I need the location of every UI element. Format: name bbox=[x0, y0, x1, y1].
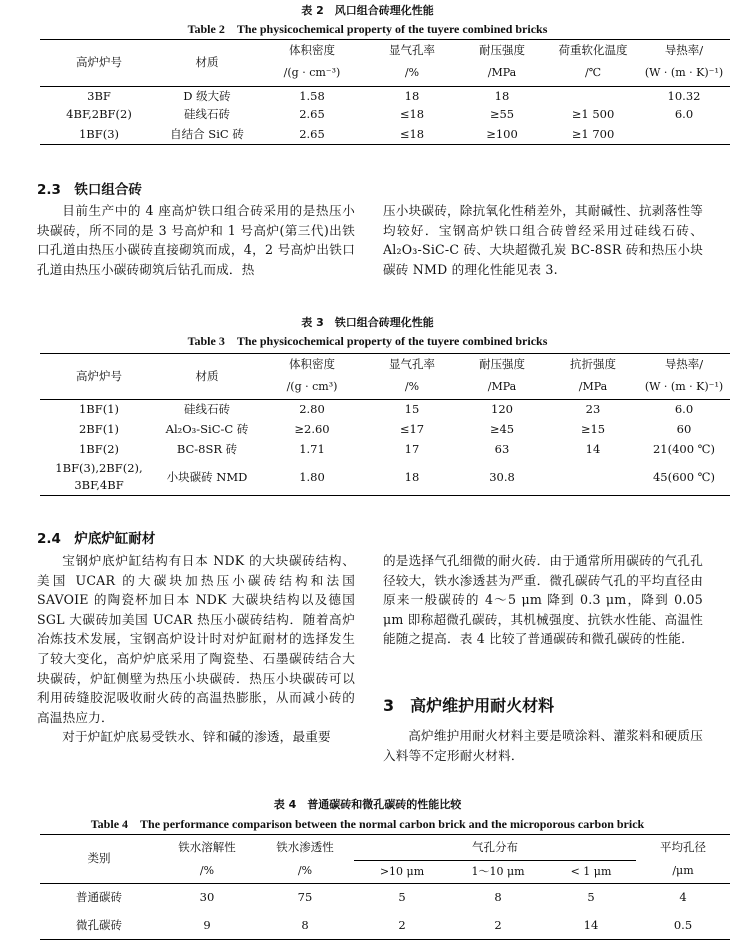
table-cell: 硅线石砖 bbox=[184, 402, 230, 417]
table-row bbox=[40, 87, 730, 106]
table-cell: BC-8SR 砖 bbox=[176, 441, 238, 456]
table-row bbox=[40, 420, 730, 440]
table2-header-strength: 耐压强度 bbox=[456, 40, 548, 62]
paragraph: 压小块碳砖，除抗氧化性稍差外，其耐碱性、抗剥落性等均较好．宝钢高炉铁口组合砖曾经采用过硅线石砖、Al₂O₃-SiC-C 砖、大块超微孔炭 BC-8SR 砖和热压小块碳砖 NMD 的理化性能见表 3. bbox=[383, 203, 703, 277]
table-cell: D 级大砖 bbox=[183, 88, 231, 103]
section-2-4-left-column bbox=[37, 551, 355, 747]
table-row bbox=[40, 106, 730, 125]
table2-unit-porosity: /% bbox=[368, 62, 456, 87]
table-cell: 120 bbox=[491, 402, 513, 417]
table-cell: 30 bbox=[199, 890, 215, 905]
table-cell: 17 bbox=[404, 441, 420, 456]
table-cell: 18 bbox=[404, 88, 420, 103]
table-cell: ≥55 bbox=[489, 107, 515, 122]
table2-caption-cn: 表 2 风口组合砖理化性能 bbox=[301, 4, 434, 17]
table-cell: 小块碳砖 NMD bbox=[158, 460, 256, 496]
table-cell: 30.8 bbox=[456, 460, 548, 496]
table-cell: ≥45 bbox=[489, 421, 515, 436]
paragraph: 的是选择气孔细微的耐火砖．由于通常所用碳砖的气孔孔径较大，铁水渗透甚为严重．微孔碳砖气孔的平均直径由原来一般碳砖的 4～5 μm 降到 0.3 μm，降到 0.05 μm 即称超微孔碳砖，其机械强度、抗铁水性能、高温性能随之提高．表 4 比较了普通碳砖和微孔碳砖的性能． bbox=[383, 553, 703, 647]
table-cell: 4BF,2BF(2) bbox=[66, 107, 132, 122]
table-cell: 硅线石砖 bbox=[184, 107, 230, 122]
table-row bbox=[40, 460, 730, 496]
table-cell: 10.32 bbox=[667, 88, 701, 103]
table-cell: ≤18 bbox=[368, 125, 456, 145]
section-2-3-right-column bbox=[383, 201, 703, 279]
table-cell: 2.65 bbox=[256, 125, 368, 145]
table-cell: 1.80 bbox=[256, 460, 368, 496]
section-2-4-title: 2.4 炉底炉缸耐材 bbox=[37, 531, 156, 547]
table4 bbox=[40, 834, 730, 940]
table-cell: ≤18 bbox=[399, 107, 425, 122]
table4-header-solubility: 铁水溶解性 bbox=[158, 835, 256, 861]
paragraph: 对于炉缸炉底易受铁水、锌和碱的渗透，最重要 bbox=[62, 729, 331, 745]
table-cell: 2BF(1) bbox=[78, 421, 120, 436]
table3 bbox=[40, 353, 730, 496]
table-cell: 2 bbox=[354, 912, 450, 940]
table-cell: 6.0 bbox=[674, 402, 694, 417]
table-cell: 45(600 ℃) bbox=[638, 460, 730, 496]
table-cell: 8 bbox=[494, 890, 502, 905]
table-cell: 普通碳砖 bbox=[76, 890, 122, 905]
table4-pore-1-10: 1～10 μm bbox=[450, 861, 546, 884]
table-cell: 自结合 SiC 砖 bbox=[158, 125, 256, 145]
table-row bbox=[40, 125, 730, 145]
table-cell: 1BF(1) bbox=[78, 402, 120, 417]
table4-caption-cn: 表 4 普通碳砖和微孔碳砖的性能比较 bbox=[273, 798, 462, 811]
table2-unit-conductivity: (W · (m · K)⁻¹) bbox=[638, 62, 730, 87]
furnace-line-1: 1BF(3),2BF(2), bbox=[55, 461, 143, 476]
table-cell: 18 bbox=[368, 460, 456, 496]
table-cell: 14 bbox=[546, 912, 636, 940]
table-row bbox=[40, 400, 730, 420]
table-cell bbox=[548, 460, 638, 496]
section-2-3-left-column bbox=[37, 201, 355, 279]
table-cell: Al₂O₃-SiC-C 砖 bbox=[165, 421, 249, 436]
table-cell: 4 bbox=[679, 890, 687, 905]
table3-header-flexural: 抗折强度 bbox=[548, 354, 638, 376]
table3-caption-cn: 表 3 铁口组合砖理化性能 bbox=[301, 316, 434, 329]
table-cell: 1BF(3) bbox=[40, 125, 158, 145]
table3-header-strength: 耐压强度 bbox=[456, 354, 548, 376]
section-2-3-title: 2.3 铁口组合砖 bbox=[37, 182, 142, 198]
table2-header-porosity: 显气孔率 bbox=[368, 40, 456, 62]
table2-caption-en: Table 2 The physicochemical property of the tuyere combined bricks bbox=[187, 22, 548, 36]
table3-header-furnace: 高炉炉号 bbox=[40, 354, 158, 400]
table-cell: 60 bbox=[676, 421, 692, 436]
table2-unit-strength: /MPa bbox=[456, 62, 548, 87]
table2-unit-softening: /℃ bbox=[548, 62, 638, 87]
table-cell: 6.0 bbox=[674, 107, 694, 122]
table-row bbox=[40, 884, 730, 912]
table3-caption-en: Table 3 The physicochemical property of the tuyere combined bricks bbox=[187, 334, 548, 348]
table-cell: 2 bbox=[450, 912, 546, 940]
table3-header-material: 材质 bbox=[158, 354, 256, 400]
table4-header-penetration: 铁水渗透性 bbox=[256, 835, 354, 861]
table-row bbox=[40, 912, 730, 940]
table-cell: 14 bbox=[585, 441, 601, 456]
table-cell: ≥1 500 bbox=[571, 107, 615, 122]
table3-unit-porosity: /% bbox=[368, 376, 456, 400]
table4-unit-solubility: /% bbox=[158, 861, 256, 884]
table2-header-furnace: 高炉炉号 bbox=[40, 40, 158, 87]
table-cell: ≥2.60 bbox=[294, 421, 330, 436]
table-cell bbox=[638, 125, 730, 145]
table-cell: 23 bbox=[585, 402, 601, 417]
table-cell: 微孔碳砖 bbox=[40, 912, 158, 940]
table2-header-softening: 荷重软化温度 bbox=[548, 40, 638, 62]
table-cell: 1.58 bbox=[299, 88, 325, 103]
table-cell: 21(400 ℃) bbox=[652, 441, 716, 456]
table3-unit-strength: /MPa bbox=[456, 376, 548, 400]
table2-unit-density: /(g · cm⁻³) bbox=[256, 62, 368, 87]
section-2-4-right-column bbox=[383, 551, 703, 649]
table-cell: 0.5 bbox=[636, 912, 730, 940]
table4-caption-en: Table 4 The performance comparison between the normal carbon brick and the microporous carbon brick bbox=[90, 817, 645, 831]
table4-header-avg-pore: 平均孔径 bbox=[636, 835, 730, 861]
table-row bbox=[40, 440, 730, 460]
table3-unit-conductivity: (W · (m · K)⁻¹) bbox=[638, 376, 730, 400]
section-3-title: 3 高炉维护用耐火材料 bbox=[383, 696, 555, 715]
table-cell: 8 bbox=[256, 912, 354, 940]
table2-header-density: 体积密度 bbox=[256, 40, 368, 62]
paragraph: 高炉维护用耐火材料主要是喷涂料、灌浆料和硬质压入料等不定形耐火材料． bbox=[383, 728, 703, 763]
table3-unit-density: /(g · cm³) bbox=[256, 376, 368, 400]
table-cell: 5 bbox=[398, 890, 406, 905]
table-cell: 2.80 bbox=[299, 402, 325, 417]
section-3-body bbox=[383, 726, 703, 765]
table4-header-pore-distribution: 气孔分布 bbox=[354, 835, 636, 861]
table3-unit-flexural: /MPa bbox=[548, 376, 638, 400]
table3-header-density: 体积密度 bbox=[256, 354, 368, 376]
table4-header-category: 类别 bbox=[40, 835, 158, 884]
table-cell: 18 bbox=[494, 88, 510, 103]
table-cell: 2.65 bbox=[299, 107, 325, 122]
table4-unit-penetration: /% bbox=[256, 861, 354, 884]
table-cell: 3BF bbox=[87, 88, 111, 103]
paragraph: 宝钢炉底炉缸结构有日本 NDK 的大块碳砖结构、美国 UCAR 的大碳块加热压小碳砖结构和法国 SAVOIE 的陶瓷杯加日本 NDK 大碳块结构以及德国 SGL 大碳砖加美国 UCAR 热压小碳砖结构．随着高炉冶炼技术发展，宝钢高炉设计时对炉缸耐材的选择发生了较大变化，高炉炉底采用了陶瓷垫、石墨碳砖结合大块碳砖，炉缸侧壁为热压小块碳砖．热压小块碳砖可以利用砖缝胶泥吸收耐火砖的高温热膨胀，从而减小砖的高温热应力． bbox=[37, 553, 355, 725]
table-cell: 63 bbox=[494, 441, 510, 456]
table2 bbox=[40, 39, 730, 145]
table-cell: 1BF(2) bbox=[78, 441, 120, 456]
table4-pore-lt1: < 1 μm bbox=[546, 861, 636, 884]
table-cell: 9 bbox=[158, 912, 256, 940]
table-cell: 5 bbox=[587, 890, 595, 905]
table2-header-material: 材质 bbox=[158, 40, 256, 87]
table-cell bbox=[548, 87, 638, 106]
furnace-line-2: 3BF,4BF bbox=[74, 478, 124, 493]
table4-pore-gt10: >10 μm bbox=[354, 861, 450, 884]
table-cell: 1.71 bbox=[299, 441, 325, 456]
table4-unit-avg-pore: /μm bbox=[636, 861, 730, 884]
table-cell: ≤17 bbox=[399, 421, 425, 436]
table-cell: ≥1 700 bbox=[548, 125, 638, 145]
table-cell: ≥100 bbox=[456, 125, 548, 145]
table-cell: ≥15 bbox=[580, 421, 606, 436]
table3-header-conductivity: 导热率/ bbox=[638, 354, 730, 376]
table-cell: 15 bbox=[404, 402, 420, 417]
table-cell: 75 bbox=[297, 890, 313, 905]
table3-header-porosity: 显气孔率 bbox=[368, 354, 456, 376]
paragraph: 目前生产中的 4 座高炉铁口组合砖采用的是热压小块碳砖，所不同的是 3 号高炉和 1 号高炉(第三代)出铁口孔道由热压小碳砖直接砌筑而成，4，2 号高炉出铁口孔道由热压小碳砖砌筑后钻孔而成．热 bbox=[37, 203, 355, 277]
table2-header-conductivity: 导热率/ bbox=[638, 40, 730, 62]
table-cell bbox=[40, 460, 158, 496]
